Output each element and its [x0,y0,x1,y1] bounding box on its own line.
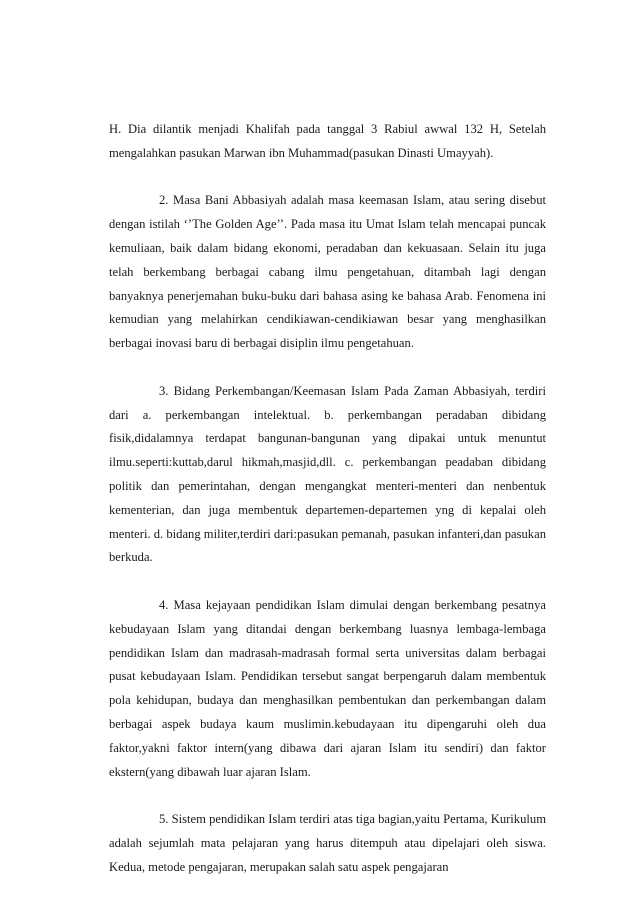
paragraph-3-bidang-perkembangan: 3. Bidang Perkembangan/Keemasan Islam Pada Zaman Abbasiyah, terdiri dari a. perkembangan intelektual. b. perkembangan peradaban dibidang fisik,didalamnya terdapat bangunan-bangunan yang dipakai untuk menuntut ilmu.seperti:kuttab,darul hikmah,masjid,dll. c. perkembangan peadaban dibidang politik dan pemerintahan, dengan mengangkat menteri-menteri dan nenbentuk kementerian, dan juga membentuk departemen-departemen yng di kepalai oleh menteri. d. bidang militer,terdiri dari:pasukan pemanah, pasukan infanteri,dan pasukan berkuda. [109,383,546,565]
paragraph-5-sistem-pendidikan: 5. Sistem pendidikan Islam terdiri atas tiga bagian,yaitu Pertama, Kurikulum adalah sejumlah mata pelajaran yang harus ditempuh atau dipelajari oleh siswa. Kedua, metode pengajaran, merupakan salah satu aspek pengajaran [109,812,546,874]
paragraph-4-kejayaan-pendidikan: 4. Masa kejayaan pendidikan Islam dimulai dengan berkembang pesatnya kebudayaan Islam yang ditandai dengan berkembang luasnya lembaga-lembaga pendidikan Islam dan madrasah-madrasah formal serta universitas dalam berbagai pusat kebudayaan Islam. Pendidikan tersebut sangat berpengaruh dalam membentuk pola kehidupan, budaya dan menghasilkan pembentukan dan perkembangan dalam berbagai aspek budaya kaum muslimin.kebudayaan itu dipengaruhi oleh dua faktor,yakni faktor intern(yang dibawa dari ajaran Islam itu sendiri) dan faktor ekstern(yang dibawah luar ajaran Islam. [109,597,546,779]
paragraph-2-golden-age: 2. Masa Bani Abbasiyah adalah masa keemasan Islam, atau sering disebut dengan istilah ‘’The Golden Age’’. Pada masa itu Umat Islam telah mencapai puncak kemuliaan, baik dalam bidang ekonomi, peradaban dan kekuasaan. Selain itu juga telah berkembang berbagai cabang ilmu pengetahuan, ditambah lagi dengan banyaknya penerjemahan buku-buku dari bahasa asing ke bahasa Arab. Fenomena ini kemudian yang melahirkan cendikiawan-cendikiawan besar yang menghasilkan berbagai inovasi baru di berbagai disiplin ilmu pengetahuan. [109,193,546,351]
document-body [109,118,546,880]
paragraph-continuation: H. Dia dilantik menjadi Khalifah pada tanggal 3 Rabiul awwal 132 H, Setelah mengalahkan pasukan Marwan ibn Muhammad(pasukan Dinasti Umayyah). [109,122,546,160]
